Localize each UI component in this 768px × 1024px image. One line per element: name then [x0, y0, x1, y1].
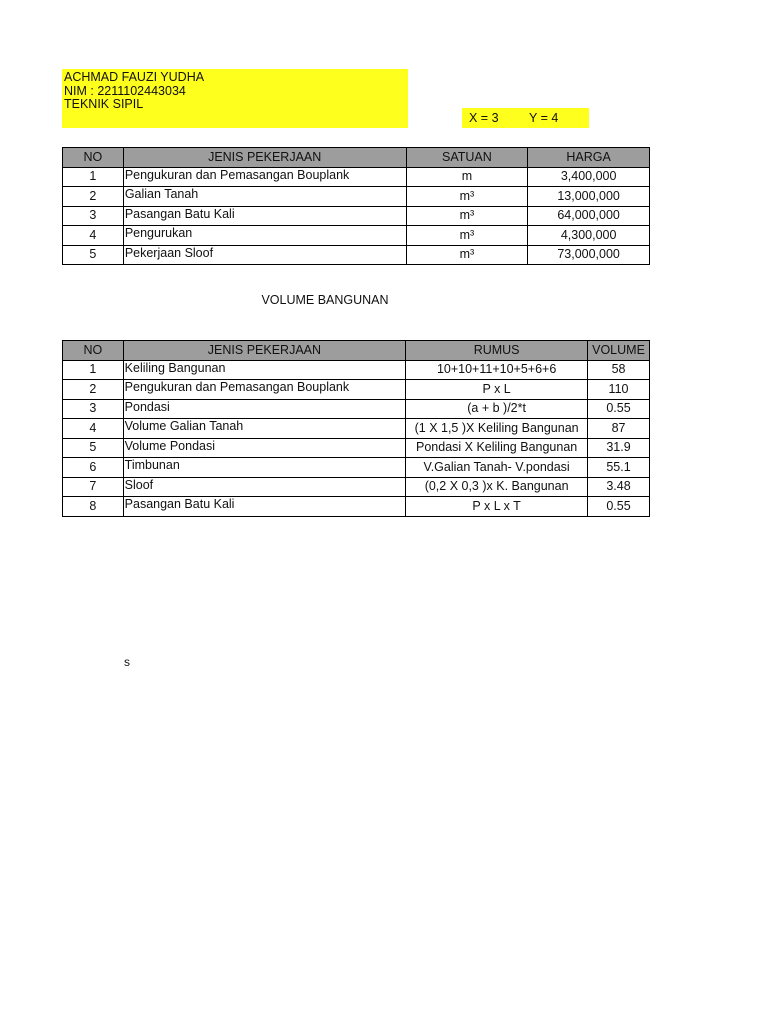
header-jenis: JENIS PEKERJAAN [123, 148, 406, 168]
header-no: NO [63, 148, 124, 168]
table-row [63, 399, 650, 419]
cell-no: 1 [63, 167, 124, 187]
cell-no: 1 [63, 360, 124, 380]
cell-no: 5 [63, 245, 124, 265]
cell-jenis: Volume Galian Tanah [123, 419, 406, 439]
cell-rumus: V.Galian Tanah- V.pondasi [406, 458, 588, 478]
cell-jenis: Keliling Bangunan [123, 360, 406, 380]
cell-no: 3 [63, 399, 124, 419]
student-name: ACHMAD FAUZI YUDHA [64, 70, 205, 84]
header-harga: HARGA [528, 148, 650, 168]
cell-harga: 13,000,000 [528, 187, 650, 207]
cell-harga: 3,400,000 [528, 167, 650, 187]
cell-no: 7 [63, 477, 124, 497]
cell-rumus: P x L x T [406, 497, 588, 517]
header-jenis: JENIS PEKERJAAN [123, 341, 406, 361]
price-table-header [63, 148, 650, 168]
cell-volume: 58 [588, 360, 650, 380]
xy-values-box [462, 108, 589, 128]
table-row [63, 477, 650, 497]
cell-no: 5 [63, 438, 124, 458]
table-row [63, 497, 650, 517]
cell-rumus: 10+10+11+10+5+6+6 [406, 360, 588, 380]
cell-no: 2 [63, 380, 124, 400]
cell-satuan: m³ [406, 206, 528, 226]
table-row [63, 380, 650, 400]
cell-no: 4 [63, 419, 124, 439]
cell-jenis: Pasangan Batu Kali [123, 497, 406, 517]
table-row [63, 226, 650, 246]
table-row [63, 419, 650, 439]
cell-no: 3 [63, 206, 124, 226]
cell-no: 2 [63, 187, 124, 207]
student-dept: TEKNIK SIPIL [64, 97, 144, 111]
cell-jenis: Pasangan Batu Kali [123, 206, 406, 226]
cell-rumus: (0,2 X 0,3 )x K. Bangunan [406, 477, 588, 497]
cell-jenis: Pengukuran dan Pemasangan Bouplank [123, 380, 406, 400]
student-nim: NIM : 2211102443034 [64, 83, 186, 98]
volume-table-header [63, 341, 650, 361]
table-row [63, 438, 650, 458]
cell-satuan: m³ [406, 245, 528, 265]
cell-no: 8 [63, 497, 124, 517]
volume-title: VOLUME BANGUNAN [261, 293, 389, 307]
header-volume: VOLUME [588, 341, 650, 361]
cell-volume: 55.1 [588, 458, 650, 478]
cell-volume: 87 [588, 419, 650, 439]
cell-rumus: (1 X 1,5 )X Keliling Bangunan [406, 419, 588, 439]
cell-jenis: Pekerjaan Sloof [123, 245, 406, 265]
cell-no: 6 [63, 458, 124, 478]
cell-jenis: Pengurukan [123, 226, 406, 246]
cell-harga: 64,000,000 [528, 206, 650, 226]
cell-no: 4 [63, 226, 124, 246]
cell-rumus: Pondasi X Keliling Bangunan [406, 438, 588, 458]
table-row [63, 167, 650, 187]
table-row [63, 187, 650, 207]
cell-volume: 110 [588, 380, 650, 400]
cell-jenis: Sloof [123, 477, 406, 497]
cell-volume: 0.55 [588, 399, 650, 419]
table-row [63, 458, 650, 478]
cell-harga: 73,000,000 [528, 245, 650, 265]
stray-text: s [124, 655, 130, 669]
cell-volume: 3.48 [588, 477, 650, 497]
x-value: X = 3 [469, 111, 499, 125]
cell-volume: 31.9 [588, 438, 650, 458]
table-row [63, 245, 650, 265]
table-row [63, 206, 650, 226]
cell-volume: 0.55 [588, 497, 650, 517]
header-rumus: RUMUS [406, 341, 588, 361]
table-row [63, 360, 650, 380]
y-value: Y = 4 [529, 111, 559, 125]
student-info-box [62, 69, 408, 128]
cell-jenis: Volume Pondasi [123, 438, 406, 458]
cell-jenis: Pengukuran dan Pemasangan Bouplank [123, 167, 406, 187]
cell-satuan: m [406, 167, 528, 187]
cell-satuan: m³ [406, 187, 528, 207]
cell-harga: 4,300,000 [528, 226, 650, 246]
header-no: NO [63, 341, 124, 361]
price-table [62, 147, 650, 265]
cell-jenis: Galian Tanah [123, 187, 406, 207]
cell-satuan: m³ [406, 226, 528, 246]
cell-rumus: P x L [406, 380, 588, 400]
header-satuan: SATUAN [406, 148, 528, 168]
volume-table [62, 340, 650, 517]
cell-jenis: Timbunan [123, 458, 406, 478]
cell-rumus: (a + b )/2*t [406, 399, 588, 419]
cell-jenis: Pondasi [123, 399, 406, 419]
